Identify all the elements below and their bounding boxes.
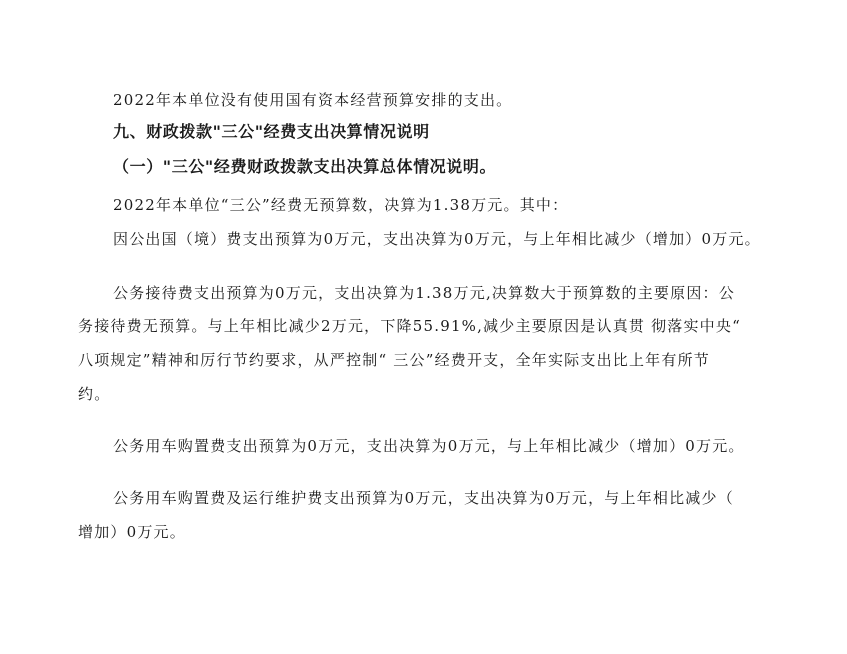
- paragraph-vehicle-operation-line-2: 增加）0万元。: [78, 523, 186, 541]
- section-heading-three-public-expenses: 九、财政拨款"三公"经费支出决算情况说明: [113, 122, 430, 141]
- paragraph-vehicle-purchase: 公务用车购置费支出预算为0万元，支出决算为0万元，与上年相比减少（增加）0万元。: [113, 437, 745, 455]
- paragraph-vehicle-operation-line-1: 公务用车购置费及运行维护费支出预算为0万元，支出决算为0万元，与上年相比减少（: [113, 489, 734, 507]
- paragraph-reception-line-3: 八项规定”精神和厉行节约要求，从严控制“ 三公”经费开支，全年实际支出比上年有所节: [78, 351, 710, 369]
- paragraph-no-state-capital-budget: 2022年本单位没有使用国有资本经营预算安排的支出。: [113, 91, 513, 109]
- paragraph-reception-line-2: 务接待费无预算。与上年相比减少2万元，下降55.91%,减少主要原因是认真贯 彻落实中央“: [78, 317, 741, 335]
- paragraph-reception-line-1: 公务接待费支出预算为0万元，支出决算为1.38万元,决算数大于预算数的主要原因：公: [113, 284, 735, 302]
- subsection-heading-overall: （一）"三公"经费财政拨款支出决算总体情况说明。: [113, 157, 497, 176]
- paragraph-reception-line-4: 约。: [78, 385, 111, 403]
- paragraph-overseas-travel: 因公出国（境）费支出预算为0万元，支出决算为0万元，与上年相比减少（增加）0万元。: [113, 230, 761, 248]
- paragraph-overall-amount: 2022年本单位“三公”经费无预算数，决算为1.38万元。其中：: [113, 196, 569, 214]
